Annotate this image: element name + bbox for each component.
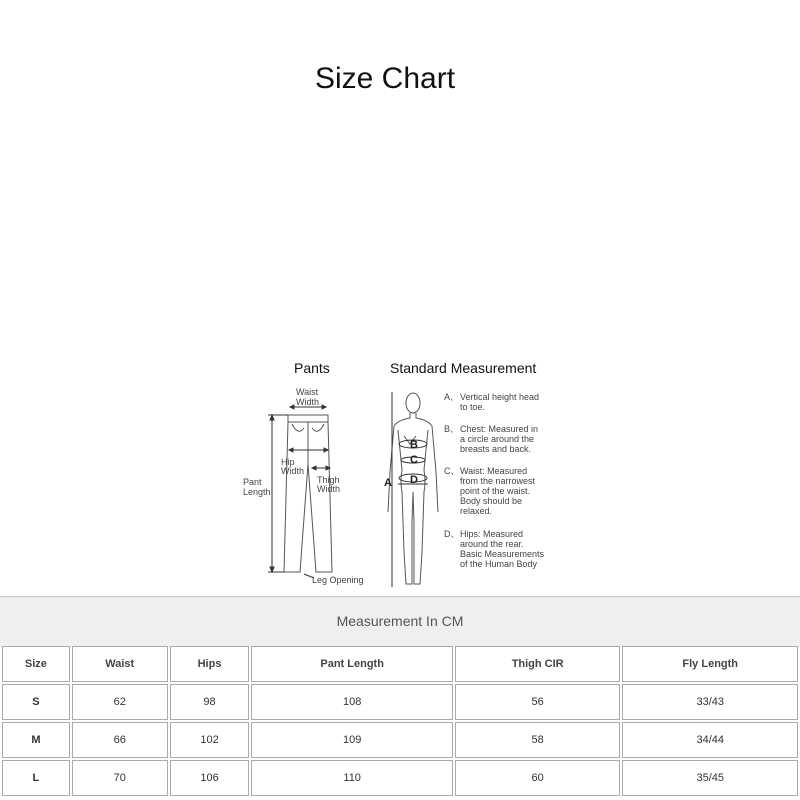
table-row [2,684,798,720]
leg-opening-label: Leg Opening [312,575,364,585]
diagram-svg [232,352,572,592]
cell-thigh-cir: 58 [455,722,621,758]
pant-length-label-2: Length [243,487,271,497]
body-measure-lines [392,392,428,587]
waist-label-1: Waist [296,387,319,397]
cell-fly-length: 33/43 [622,684,798,720]
marker-b: B [410,439,418,451]
note-a-line-2: to toe. [460,402,486,412]
measurement-diagram [232,352,572,592]
header-size: Size [2,646,70,682]
table-row [2,760,798,796]
marker-a: A [384,477,392,489]
cell-waist: 62 [72,684,168,720]
note-c [444,466,536,516]
hip-label-1: Hip [281,457,295,467]
size-table [0,644,800,798]
note-b [444,424,538,454]
cell-fly-length: 34/44 [622,722,798,758]
note-c-line-1: Waist: Measured [460,466,528,476]
note-c-line-2: from the narrowest [460,476,536,486]
header-fly-length: Fly Length [622,646,798,682]
cell-size: M [2,722,70,758]
note-c-line-4: Body should be [460,496,523,506]
cell-hips: 106 [170,760,250,796]
header-pant-length: Pant Length [251,646,452,682]
header-waist: Waist [72,646,168,682]
cell-pant-length: 109 [251,722,452,758]
note-b-line-2: a circle around the [460,434,535,444]
cell-hips: 102 [170,722,250,758]
cell-hips: 98 [170,684,250,720]
cell-thigh-cir: 56 [455,684,621,720]
note-c-line-5: relaxed. [460,506,493,516]
cell-fly-length: 35/45 [622,760,798,796]
note-d [444,529,545,569]
standard-heading: Standard Measurement [390,360,537,376]
header-hips: Hips [170,646,250,682]
note-b-line-1: Chest: Measured in [460,424,539,434]
note-a [444,392,539,412]
note-c-line-3: point of the waist. [460,486,531,496]
cell-thigh-cir: 60 [455,760,621,796]
hip-label-2: Width [281,466,305,476]
thigh-label-2: Width [317,484,341,494]
page-title: Size Chart [314,62,456,95]
header-thigh-cir: Thigh CIR [455,646,621,682]
note-b-line-3: breasts and back. [460,444,532,454]
note-c-mark: C、 [444,466,460,476]
waist-label-2: Width [296,397,320,407]
note-d-line-2: around the rear. [460,539,524,549]
table-caption: Measurement In CM [0,596,800,647]
cell-size: S [2,684,70,720]
note-d-mark: D、 [444,529,460,539]
thigh-width-arrow [312,466,330,470]
table-header-row [2,646,798,682]
note-d-line-4: of the Human Body [460,559,538,569]
cell-waist: 66 [72,722,168,758]
cell-size: L [2,760,70,796]
body-illustration [388,393,438,584]
thigh-label-1: Thigh [317,475,340,485]
note-d-line-1: Hips: Measured [460,529,524,539]
note-d-line-3: Basic Measurements [460,549,545,559]
marker-c: C [410,454,418,466]
note-a-mark: A、 [444,392,460,402]
marker-d: D [410,474,418,486]
table-row [2,722,798,758]
cell-pant-length: 110 [251,760,452,796]
cell-waist: 70 [72,760,168,796]
pant-length-label-1: Pant [243,477,262,487]
pants-heading: Pants [294,360,330,376]
cell-pant-length: 108 [251,684,452,720]
note-b-mark: B、 [444,424,460,434]
note-a-line-1: Vertical height head [460,392,540,402]
